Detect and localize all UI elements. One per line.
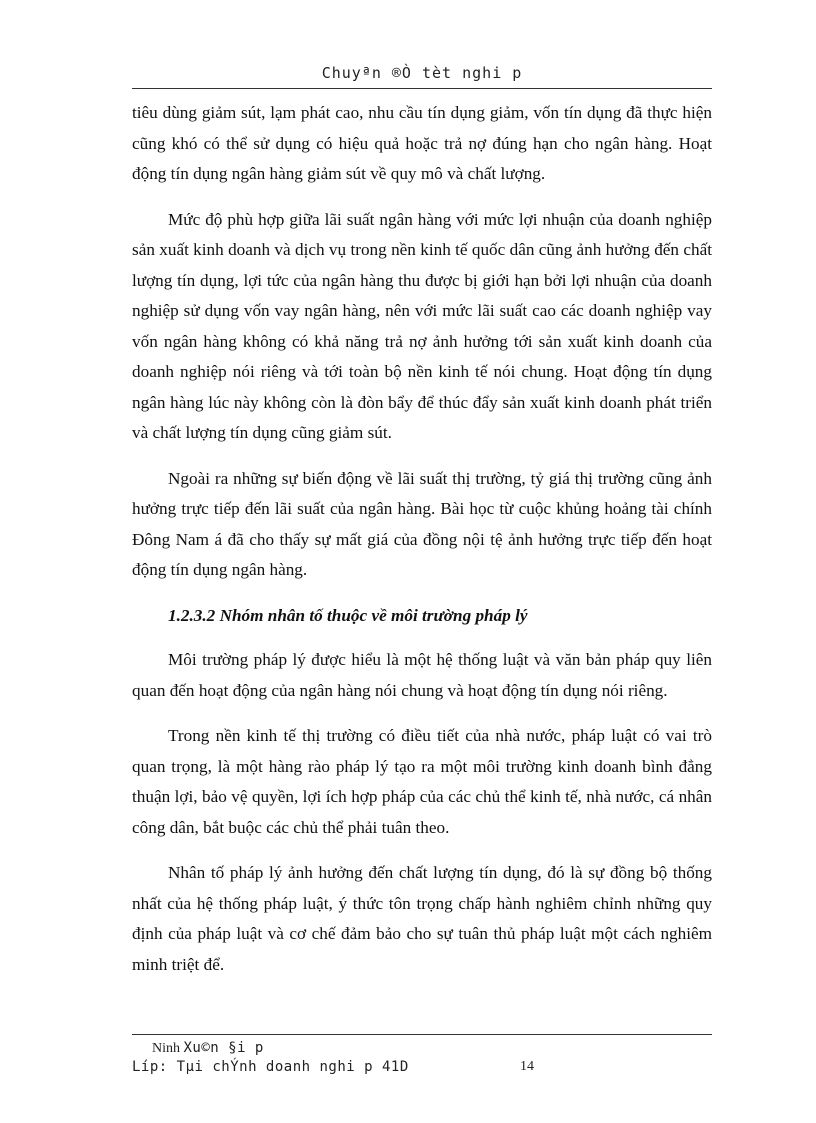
paragraph-5: Trong nền kinh tế thị trường có điều tiết của nhà nước, pháp luật có vai trò quan trọng, là một hàng rào pháp lý tạo ra một môi trường kinh doanh bình đẳng thuận lợi, bảo vệ quyền, lợi ích hợp pháp của các chủ thể kinh tế, nhà nước, cá nhân công dân, bắt buộc các chủ thể phải tuân theo. [132,726,712,837]
body-text [132,98,712,995]
header-rule [132,88,712,89]
footer-rule [132,1034,712,1035]
paragraph-4: Môi trường pháp lý được hiểu là một hệ thống luật và văn bản pháp quy liên quan đến hoạt động của ngân hàng nói chung và hoạt động tín dụng nói riêng. [132,650,712,700]
page-number: 14 [520,1059,534,1074]
paragraph-6: Nhân tố pháp lý ảnh hưởng đến chất lượng tín dụng, đó là sự đồng bộ thống nhất của hệ thống pháp luật, ý thức tôn trọng chấp hành nghiêm chỉnh những quy định của pháp luật và cơ chế đảm bảo cho sự tuân thủ pháp luật một cách nghiêm minh triệt để. [132,863,712,974]
running-header: Chuyªn ®Ò tèt nghi p [321,64,523,82]
section-heading: 1.2.3.2 Nhóm nhân tố thuộc về môi trường pháp lý [168,605,528,625]
author-first-name: Ninh [152,1041,180,1056]
footer-author [152,1040,264,1057]
author-last-name: Xu©n §i p [183,1040,264,1056]
paragraph-1: tiêu dùng giảm sút, lạm phát cao, nhu cầu tín dụng giảm, vốn tín dụng đã thực hiện cũng khó có thể sử dụng có hiệu quả hoặc trả nợ đúng hạn cho ngân hàng. Hoạt động tín dụng ngân hàng giảm sút về quy mô và chất lượng. [132,103,712,183]
paragraph-2: Mức độ phù hợp giữa lãi suất ngân hàng với mức lợi nhuận của doanh nghiệp sản xuất kinh doanh và dịch vụ trong nền kinh tế quốc dân cũng ảnh hưởng đến chất lượng tín dụng, lợi tức của ngân hàng thu được bị giới hạn bởi lợi nhuận của doanh nghiệp sử dụng vốn vay ngân hàng, nên với mức lãi suất cao các doanh nghiệp vay vốn ngân hàng không có khả năng trả nợ ảnh hưởng tới sản xuất kinh doanh của doanh nghiệp nói riêng và tới toàn bộ nền kinh tế nói chung. Hoạt động tín dụng ngân hàng lúc này không còn là đòn bẩy để thúc đẩy sản xuất kinh doanh phát triển và chất lượng tín dụng cũng giảm sút. [132,209,712,442]
paragraph-3: Ngoài ra những sự biến động về lãi suất thị trường, tỷ giá thị trường cũng ảnh hưởng trực tiếp đến lãi suất của ngân hàng. Bài học từ cuộc khủng hoảng tài chính Đông Nam á đã cho thấy sự mất giá của đồng nội tệ ảnh hưởng trực tiếp đến hoạt động tín dụng ngân hàng. [132,468,712,579]
footer-class: Líp: Tµi chÝnh doanh nghi p 41D [132,1059,409,1075]
